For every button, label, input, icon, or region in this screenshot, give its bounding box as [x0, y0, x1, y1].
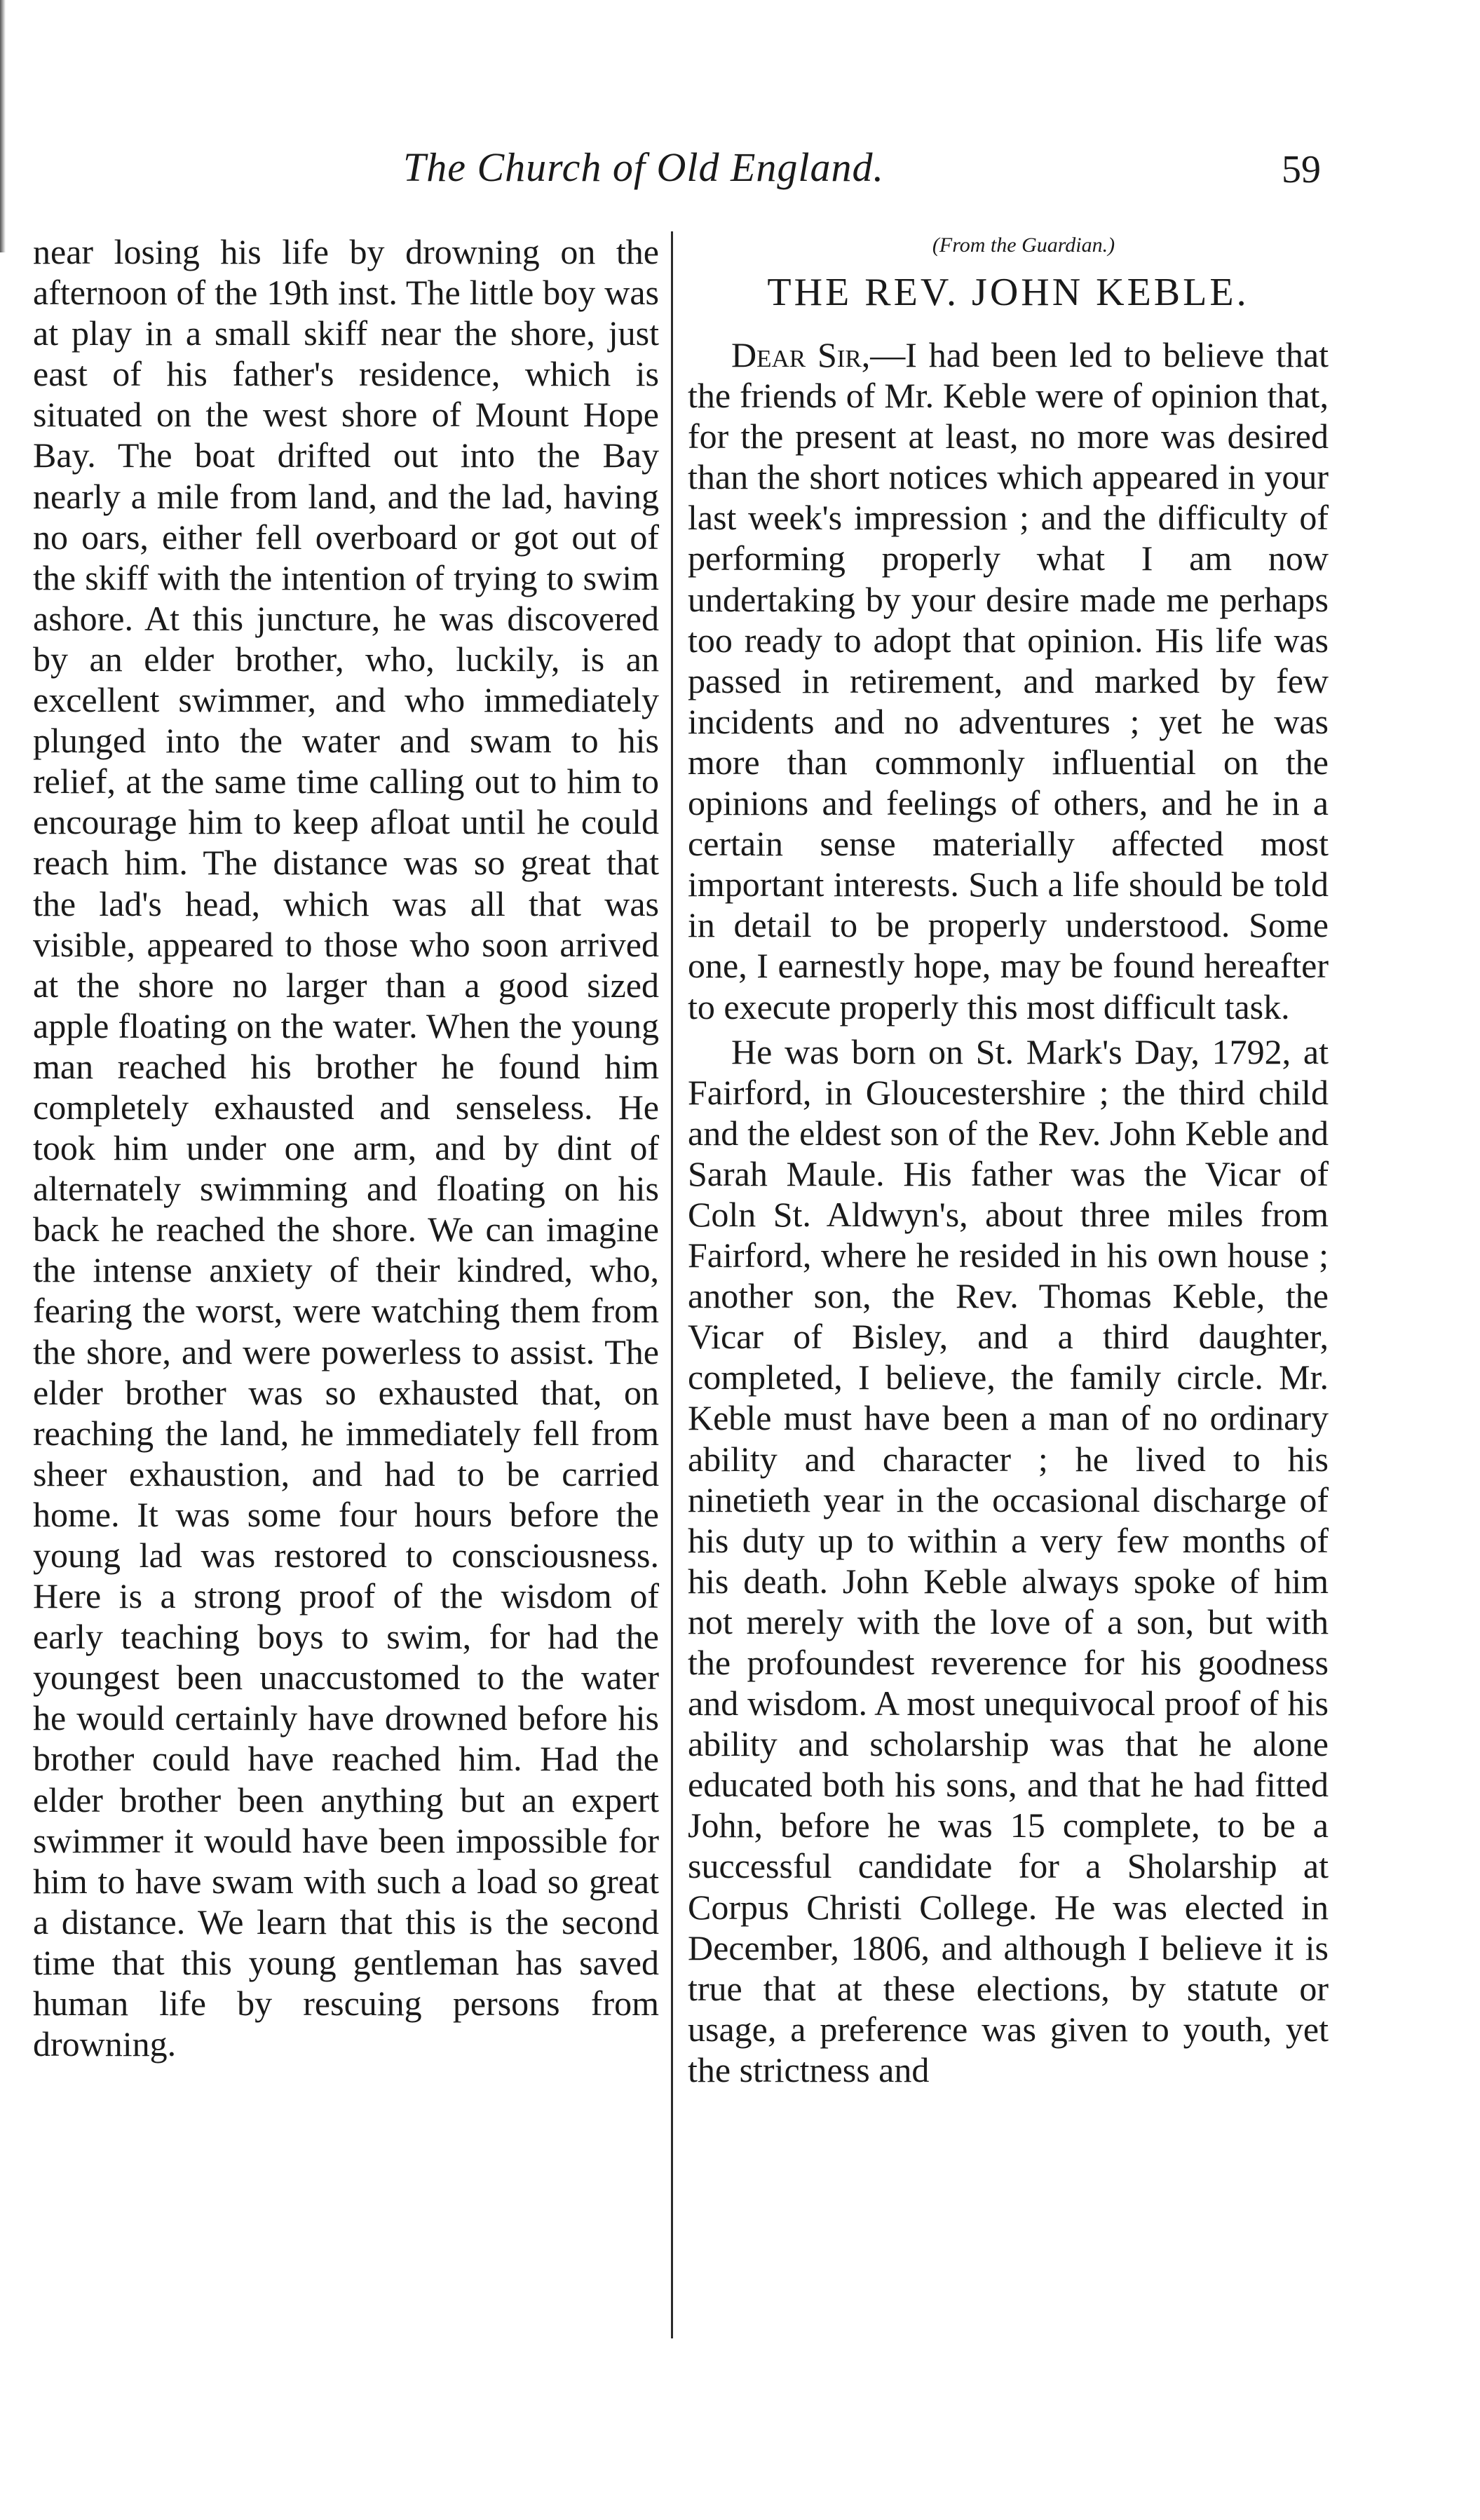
- letter-paragraph-1-text: —I had been led to believe that the friends of Mr. Keble were of opinion that, for the present at least, no more was desired than the short notices which appeared in your last week's impression ; and the difficulty of performing properly what I am now undertaking by your desire made me perhaps too ready to adopt that opinion. His life was passed in retirement, and marked by few incidents and no adventures ; yet he was more than commonly influential on the opinions and feelings of others, and he in a certain sense materially affected most important interests. Such a life should be told in detail to be properly understood. Some one, I earnestly hope, may be found hereafter to execute properly this most difficult task.: [688, 335, 1329, 1027]
- binding-edge: [0, 0, 6, 252]
- running-head: The Church of Old England.: [403, 144, 885, 190]
- article-title: THE REV. JOHN KEBLE.: [767, 271, 1249, 314]
- salutation: Dear Sir,: [731, 335, 871, 374]
- right-column: [688, 284, 1329, 2090]
- source-note: (From the Guardian.): [932, 233, 1115, 257]
- left-column: [33, 231, 659, 2064]
- letter-paragraph-2: He was born on St. Mark's Day, 1792, at Fairford, in Gloucestershire ; the third child and the eldest son of the Rev. John Keble and Sarah Maule. His father was the Vicar of Coln St. Aldwyn's, about three miles from Fairford, where he resided in his own house ; another son, the Rev. Thomas Keble, the Vicar of Bisley, and a third daughter, completed, I believe, the family circle. Mr. Keble must have been a man of no ordinary ability and character ; he lived to his ninetieth year in the occasional discharge of his duty up to within a very few months of his death. John Keble always spoke of him not merely with the love of a son, but with the profoundest reverence for his goodness and wisdom. A most unequivocal proof of his ability and scholarship was that he alone educated both his sons, and that he had fitted John, before he was 15 complete, to be a successful candidate for a Sholarship at Corpus Christi College. He was elected in December, 1806, and although I believe it is true that at these elections, by statute or usage, a preference was given to youth, yet the strictness and: [688, 1031, 1329, 2089]
- left-column-paragraph: near losing his life by drowning on the afternoon of the 19th inst. The little boy was at play in a small skiff near the shore, just east of his father's residence, which is situated on the west shore of Mount Hope Bay. The boat drifted out into the Bay nearly a mile from land, and the lad, having no oars, either fell overboard or got out of the skiff with the intention of trying to swim ashore. At this juncture, he was discovered by an elder brother, who, luckily, is an excellent swimmer, and who immediately plunged into the water and swam to his relief, at the same time calling out to him to encourage him to keep afloat until he could reach him. The distance was so great that the lad's head, which was all that was visible, appeared to those who soon arrived at the shore no larger than a good sized apple floating on the water. When the young man reached his brother he found him completely exhausted and senseless. He took him under one arm, and by dint of alternately swimming and floating on his back he reached the shore. We can imagine the intense anxiety of their kindred, who, fearing the worst, were watching them from the shore, and were powerless to assist. The elder brother was so exhausted that, on reaching the land, he immediately fell from sheer exhaustion, and had to be carried home. It was some four hours before the young lad was restored to consciousness. Here is a strong proof of the wisdom of early teaching boys to swim, for had the youngest been unaccustomed to the water he would certainly have drowned before his brother could have reached him. Had the elder brother been anything but an expert swimmer it would have been impossible for him to have swam with such a load so great a distance. We learn that this is the second time that this young gentleman has saved human life by rescuing persons from drowning.: [33, 232, 659, 2064]
- page-number: 59: [1282, 148, 1321, 191]
- column-divider: [671, 231, 673, 2338]
- letter-paragraph-1: [688, 334, 1329, 1027]
